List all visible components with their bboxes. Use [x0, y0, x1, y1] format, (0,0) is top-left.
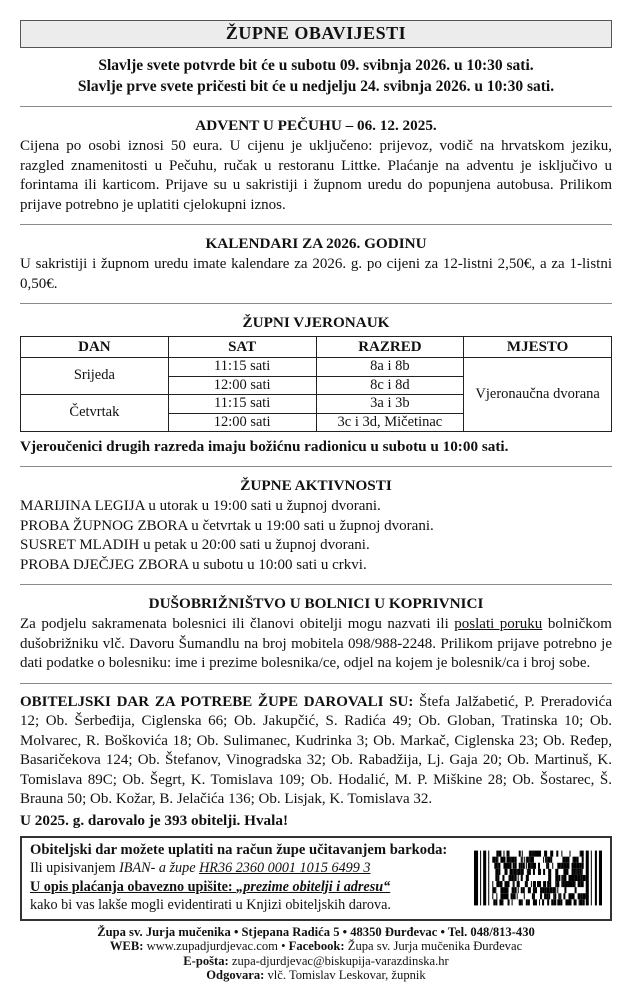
column-header-razred: RAZRED	[316, 337, 464, 358]
first-communion-announcement: Slavlje prve svete pričesti bit će u nedjelju 24. svibnja 2026. u 10:30 sati.	[77, 78, 555, 95]
section-hospital-chaplaincy	[20, 594, 612, 674]
facebook-label: Facebook:	[288, 939, 345, 953]
web-label: WEB:	[109, 939, 144, 953]
footer-address-line	[20, 925, 612, 940]
catechism-heading: ŽUPNI VJERONAUK	[242, 314, 390, 331]
footer-address: Župa sv. Jurja mučenika • Stjepana Radića 5 • 48350 Đurđevac • Tel. 048/813-430	[97, 924, 535, 939]
section-divider	[20, 106, 612, 107]
section-divider	[20, 303, 612, 304]
facebook-value: Župa sv. Jurja mučenika Đurđevac	[344, 939, 523, 953]
footer-web-line	[20, 939, 612, 954]
hospital-heading: DUŠOBRIŽNIŠTVO U BOLNICI U KOPRIVNICI	[148, 595, 484, 612]
footer	[20, 925, 612, 983]
responsible-label: Odgovara:	[206, 968, 265, 982]
bulletin-title-box	[20, 20, 612, 48]
time-cell: 11:15 sati	[168, 358, 316, 377]
responsible-value: vlč. Tomislav Leskovar, župnik	[264, 968, 426, 982]
time-cell: 12:00 sati	[168, 413, 316, 432]
activity-item: MARIJINA LEGIJA u utorak u 19:00 sati u župnoj dvorani.	[20, 498, 381, 514]
section-donations	[20, 693, 612, 831]
section-divider	[20, 224, 612, 225]
day-cell: Četvrtak	[21, 395, 169, 432]
section-activities	[20, 476, 612, 575]
bulletin-title: ŽUPNE OBAVIJESTI	[225, 23, 407, 43]
activities-heading: ŽUPNE AKTIVNOSTI	[240, 477, 392, 494]
iban-label: IBAN- a župe	[119, 860, 200, 876]
web-value: www.zupadjurdjevac.com •	[143, 939, 289, 953]
advent-body: Cijena po osobi iznosi 50 eura. U cijenu je uključeno: prijevoz, vodič na hrvatskom jeziku, razgled znamenitosti u Pečuhu, ručak u restoranu Littke. Plaćanje na adventu je isključivo u forintama ili karticom. Prijave su u sakristiji i župnom uredu do popunjena autobusa. Prilikom prijave potrebno je uplatiti cjelokupni iznos.	[20, 138, 612, 213]
payment-description-bold: U opis plaćanja obavezno upišite:	[30, 878, 237, 895]
table-header-row	[21, 337, 612, 358]
section-divider	[20, 584, 612, 585]
activity-item: PROBA ŽUPNOG ZBORA u četvrtak u 19:00 sati u župnoj dvorani.	[20, 517, 434, 534]
class-cell: 3c i 3d, Mičetinac	[316, 413, 464, 432]
class-cell: 8c i 8d	[316, 376, 464, 395]
hospital-underlined-phrase: poslati poruku	[454, 616, 543, 632]
payment-box	[20, 836, 612, 921]
section-divider	[20, 683, 612, 684]
hospital-body	[20, 615, 612, 674]
column-header-sat: SAT	[168, 337, 316, 358]
payment-line-barcode: Obiteljski dar možete uplatiti na račun župe učitavanjem barkoda:	[30, 841, 448, 858]
iban-number: HR36 2360 0001 1015 6499 3	[199, 860, 371, 876]
donations-lead: OBITELJSKI DAR ZA POTREBE ŽUPE DAROVALI SU:	[20, 693, 414, 710]
donations-paragraph	[20, 693, 612, 810]
calendars-body: U sakristiji i župnom uredu imate kalendare za 2026. g. po cijeni za 12-listni 2,50€, a za 1-listni 0,50€.	[20, 256, 612, 292]
payment-line-reason: kako bi vas lakše mogli evidentirati u Knjizi obiteljskih darova.	[30, 897, 391, 913]
activity-item: SUSRET MLADIH u petak u 20:00 sati u župnoj dvorani.	[20, 537, 370, 553]
activity-item: PROBA DJEČJEG ZBORA u subotu u 10:00 sati u crkvi.	[20, 556, 367, 573]
email-value: zupa-djurdjevac@biskupija-varazdinska.hr	[228, 953, 449, 968]
section-calendars	[20, 234, 612, 294]
column-header-mjesto: MJESTO	[464, 337, 612, 358]
advent-heading: ADVENT U PEČUHU – 06. 12. 2025.	[195, 117, 437, 134]
barcode-image	[474, 850, 602, 906]
day-cell: Srijeda	[21, 358, 169, 395]
donations-list: Štefa Jalžabetić, P. Preradovića 12; Ob. Šerbeđija, Ciglenska 66; Ob. Jakupčić, S. Radića 49; Ob. Globan, Tratinska 10; Ob. Molvarec, R. Boškovića 18; Ob. Sulimanec, Kudrinka 3; Ob. Markač, Ciglenska 23; Ob. Ređep, Basaričekova 124; Ob. Štefanov, Vinogradska 32; Ob. Rabadžija, Lj. Gaja 20; Ob. Martinuš, K. Tomislava 89C; Ob. Šegrt, K. Tomislava 109; Ob. Hodalić, M. P. Miškine 28; Ob. Šostarec, Š. Brauna 50; Ob. Kožar, B. Jelačića 136; Ob. Lisjak, K. Tomislava 32.	[20, 693, 612, 807]
section-catechism	[20, 313, 612, 457]
time-cell: 12:00 sati	[168, 376, 316, 395]
hospital-body-after: bolničkom dušobrižniku vlč. Davoru Šumandlu na broj mobitela 098/988-2248. Prilikom prijave potrebno je dati podatke o bolesniku: ime i prezime bolesnika/ce, odjel na kojem je bolesnik/ca i broj sobe.	[20, 616, 612, 671]
calendars-heading: KALENDARI ZA 2026. GODINU	[205, 235, 427, 252]
catechism-table	[20, 336, 612, 432]
payment-description-quote: „prezime obitelji i adresu“	[236, 878, 391, 895]
payment-line-iban	[30, 859, 464, 878]
pdf417-barcode-icon	[474, 850, 602, 906]
class-cell: 3a i 3b	[316, 395, 464, 414]
email-label: E-pošta:	[183, 953, 229, 968]
column-header-dan: DAN	[21, 337, 169, 358]
iban-prefix: Ili upisivanjem	[30, 860, 120, 876]
footer-email-line	[20, 954, 612, 969]
hospital-body-before: Za podjelu sakramenata bolesnici ili članovi obitelji mogu nazvati ili	[20, 616, 455, 632]
footer-responsible-line	[20, 968, 612, 983]
payment-instructions	[30, 841, 464, 915]
catechism-note: Vjeroučenici drugih razreda imaju božićnu radionicu u subotu u 10:00 sati.	[20, 438, 509, 455]
table-row	[21, 358, 612, 377]
place-cell: Vjeronaučna dvorana	[464, 358, 612, 432]
payment-line-description	[30, 878, 464, 897]
section-advent	[20, 116, 612, 215]
donations-summary: U 2025. g. darovalo je 393 obitelji. Hvala!	[20, 811, 289, 829]
confirmation-announcement: Slavlje svete potvrde bit će u subotu 09. svibnja 2026. u 10:30 sati.	[98, 57, 534, 74]
class-cell: 8a i 8b	[316, 358, 464, 377]
section-divider	[20, 466, 612, 467]
time-cell: 11:15 sati	[168, 395, 316, 414]
